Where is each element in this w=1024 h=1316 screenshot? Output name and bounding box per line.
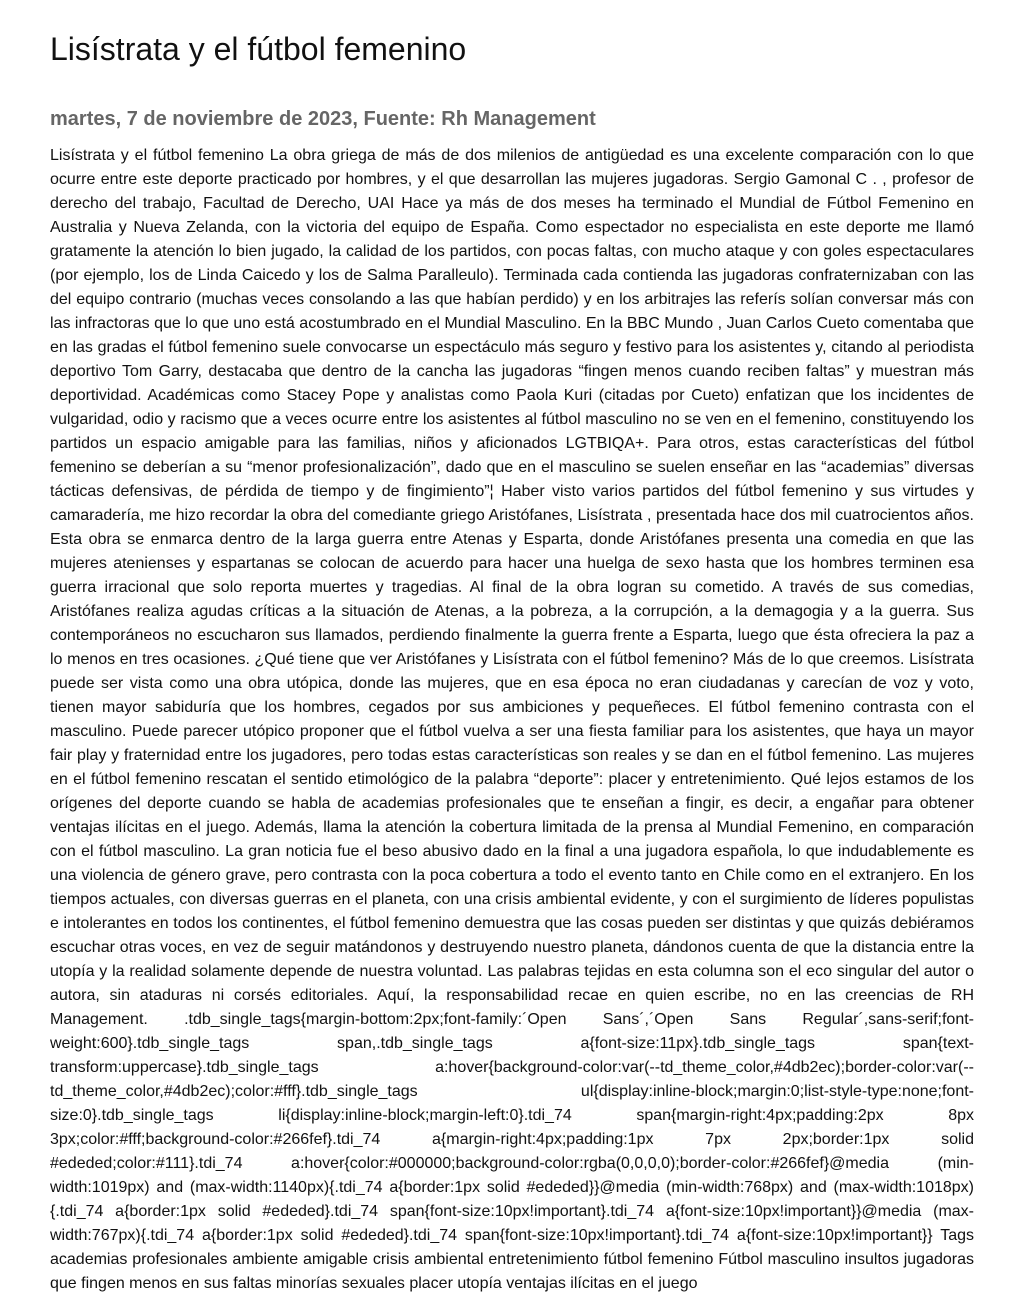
- article-title: Lisístrata y el fútbol femenino: [50, 31, 467, 67]
- article-date-source: martes, 7 de noviembre de 2023, Fuente: Rh Management: [50, 108, 596, 130]
- article-body: Lisístrata y el fútbol femenino La obra griega de más de dos milenios de antigüedad es una excelente comparación con lo que ocurre entre este deporte practicado por hombres, y el que desarrollan las mujeres jugadoras. Sergio Gamonal C . , profesor de derecho del trabajo, Facultad de Derecho, UAI Hace ya más de dos meses ha terminado el Mundial de Fútbol Femenino en Australia y Nueva Zelanda, con la victoria del equipo de España. Como espectador no especialista en este deporte me llamó gratamente la atención lo bien jugado, la calidad de los partidos, con pocas faltas, con mucho ataque y con goles espectaculares (por ejemplo, los de Linda Caicedo y los de Salma Paralleulo). Terminada cada contienda las jugadoras confraternizaban con las del equipo contrario (muchas veces consolando a las que habían perdido) y en los arbitrajes las referís solían conversar más con las infractoras que lo que uno está acostumbrado en el Mundial Masculino. En la BBC Mundo , Juan Carlos Cueto comentaba que en las gradas el fútbol femenino suele convocarse un espectáculo más seguro y festivo para los asistentes y, citando al periodista deportivo Tom Garry, destacaba que dentro de la cancha las jugadoras “fingen menos cuando reciben faltas” y muestran más deportividad. Académicas como Stacey Pope y analistas como Paola Kuri (citadas por Cueto) enfatizan que los incidentes de vulgaridad, odio y racismo que a veces ocurre entre los asistentes al fútbol masculino no se ven en el femenino, constituyendo los partidos un espacio amigable para las familias, niños y aficionados LGTBIQA+. Para otros, estas características del fútbol femenino se deberían a su “menor profesionalización”, dado que en el masculino se suelen enseñar en las “academias” diversas tácticas defensivas, de pérdida de tiempo y de fingimiento”¦ Haber visto varios partidos del fútbol femenino y sus virtudes y camaradería, me hizo recordar la obra del comediante griego Aristófanes, Lisístrata , presentada hace dos mil cuatrocientos años. Esta obra se enmarca dentro de la larga guerra entre Atenas y Esparta, donde Aristófanes presenta una comedia en que las mujeres atenienses y espartanas se colocan de acuerdo para hacer una huelga de sexo hasta que los hombres terminen esa guerra irracional que solo reporta muertes y tragedias. Al final de la obra logran su cometido. A través de sus comedias, Aristófanes realiza agudas críticas a la situación de Atenas, a la pobreza, a la corrupción, a la demagogia y a la guerra. Sus contemporáneos no escucharon sus llamados, perdiendo finalmente la guerra frente a Esparta, luego que ésta ofreciera la paz a lo menos en tres ocasiones. ¿Qué tiene que ver Aristófanes y Lisístrata con el fútbol femenino? Más de lo que creemos. Lisístrata puede ser vista como una obra utópica, donde las mujeres, que en esa época no eran ciudadanas y carecían de voz y voto, tienen mayor sabiduría que los hombres, cegados por sus ambiciones y pequeñeces. El fútbol femenino contrasta con el masculino. Puede parecer utópico proponer que el fútbol vuelva a ser una fiesta familiar para los asistentes, que haya un mayor fair play y fraternidad entre los jugadores, pero todas estas características son reales y se dan en el fútbol femenino. Las mujeres en el fútbol femenino rescatan el sentido etimológico de la palabra “deporte”: placer y entretenimiento. Qué lejos estamos de los orígenes del deporte cuando se habla de academias profesionales que te enseñan a fingir, es decir, a engañar para obtener ventajas ilícitas en el juego. Además, llama la atención la cobertura limitada de la prensa al Mundial Femenino, en comparación con el fútbol masculino. La gran noticia fue el beso abusivo dado en la final a una jugadora española, lo que indudablemente es una violencia de género grave, pero contrasta con la poca cobertura a todo el evento tanto en Chile como en el extranjero. En los tiempos actuales, con diversas guerras en el planeta, con una crisis ambiental evidente, y con el surgimiento de líderes populistas e intolerantes en todos los continentes, el fútbol femenino demuestra que las cosas pueden ser distintas y que quizás debiéramos escuchar otras voces, en vez de seguir matándonos y destruyendo nuestro planeta, dándonos cuenta de que la distancia entre la utopía y la realidad solamente depende de nuestra voluntad. Las palabras tejidas en esta columna son el eco singular del autor o autora, sin ataduras ni corsés editoriales. Aquí, la responsabilidad recae en quien escribe, no en las creencias de RH Management. .tdb_single_tags{margin-bottom:2px;font-family:´Open Sans´,´Open Sans Regular´,sans-serif;font-weight:600}.tdb_single_tags span,.tdb_single_tags a{font-size:11px}.tdb_single_tags span{text-transform:uppercase}.tdb_single_tags a:hover{background-color:var(--td_theme_color,#4db2ec);border-color:var(--td_theme_color,#4db2ec);color:#fff}.tdb_single_tags ul{display:inline-block;margin:0;list-style-type:none;font-size:0}.tdb_single_tags li{display:inline-block;margin-left:0}.tdi_74 span{margin-right:4px;padding:2px 8px 3px;color:#fff;background-color:#266fef}.tdi_74 a{margin-right:4px;padding:1px 7px 2px;border:1px solid #ededed;color:#111}.tdi_74 a:hover{color:#000000;background-color:rgba(0,0,0,0);border-color:#266fef}@media (min-width:1019px) and (max-width:1140px){.tdi_74 a{border:1px solid #ededed}}@media (min-width:768px) and (max-width:1018px) {.tdi_74 a{border:1px solid #ededed}.tdi_74 span{font-size:10px!important}.tdi_74 a{font-size:10px!important}}@media (max-width:767px){.tdi_74 a{border:1px solid #ededed}.tdi_74 span{font-size:10px!important}.tdi_74 a{font-size:10px!important}} Tags academias profesionales ambiente amigable crisis ambiental entretenimiento fútbol femenino Fútbol masculino insultos jugadoras que fingen menos en sus faltas minorías sexuales placer utopía ventajas ilícitas en el juego: [50, 147, 974, 1292]
- article: [50, 30, 974, 1296]
